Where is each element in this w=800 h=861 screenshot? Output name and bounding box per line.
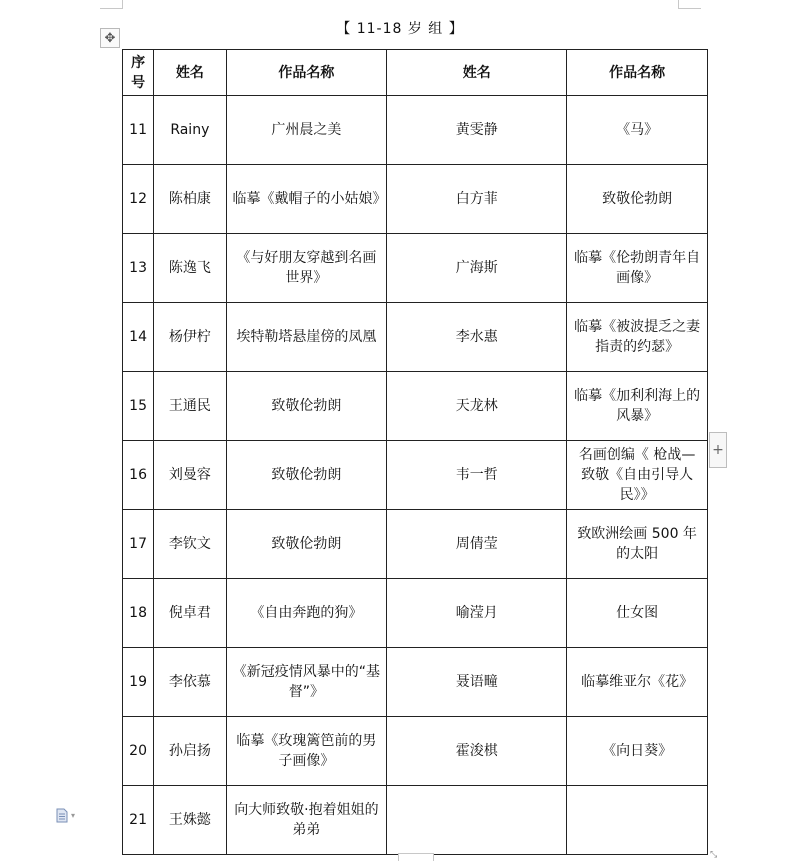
cell-work-title: 《马》 [567, 96, 708, 165]
cell-work-title: 致敬伦勃朗 [567, 165, 708, 234]
cell-work-title: 名画创编《 枪战—致敬《自由引导人民》》 [567, 441, 708, 510]
table-row [123, 303, 708, 372]
cell-name: 霍浚棋 [387, 717, 567, 786]
cell-name: 周倩莹 [387, 510, 567, 579]
cell-work-title: 临摹《被波提乏之妻指责的约瑟》 [567, 303, 708, 372]
cell-work-title: 致敬伦勃朗 [226, 510, 387, 579]
page-title: 【 11-18 岁 组 】 [336, 21, 464, 37]
cell-name: 韦一哲 [387, 441, 567, 510]
chevron-down-icon: ▾ [71, 810, 76, 820]
header-work-title: 作品名称 [226, 50, 387, 96]
cell-work-title [567, 786, 708, 855]
cell-number: 11 [123, 96, 154, 165]
cell-number: 18 [123, 579, 154, 648]
cell-name: 喻滢月 [387, 579, 567, 648]
table-row [123, 510, 708, 579]
cell-work-title: 仕女图 [567, 579, 708, 648]
cell-name: 王姝懿 [154, 786, 226, 855]
cell-name: 孙启扬 [154, 717, 226, 786]
cell-number: 14 [123, 303, 154, 372]
table-row [123, 234, 708, 303]
cell-number: 19 [123, 648, 154, 717]
cell-name: 李水惠 [387, 303, 567, 372]
cell-name: 刘曼容 [154, 441, 226, 510]
cell-number: 12 [123, 165, 154, 234]
cell-number: 13 [123, 234, 154, 303]
cell-work-title: 《自由奔跑的狗》 [226, 579, 387, 648]
cell-work-title: 致敬伦勃朗 [226, 441, 387, 510]
header-work-title: 作品名称 [567, 50, 708, 96]
plus-icon[interactable]: + [709, 432, 727, 468]
document-menu-button[interactable] [56, 807, 82, 823]
cell-work-title: 埃特勒塔悬崖傍的凤凰 [226, 303, 387, 372]
cell-work-title: 临摹《戴帽子的小姑娘》 [226, 165, 387, 234]
cell-number: 15 [123, 372, 154, 441]
cell-work-title: 致欧洲绘画 500 年的太阳 [567, 510, 708, 579]
document-icon [56, 808, 68, 823]
cell-name: Rainy [154, 96, 226, 165]
cell-number: 16 [123, 441, 154, 510]
cell-work-title: 《与好朋友穿越到名画世界》 [226, 234, 387, 303]
cell-name: 李依慕 [154, 648, 226, 717]
cell-number: 17 [123, 510, 154, 579]
cell-work-title: 临摹维亚尔《花》 [567, 648, 708, 717]
page-corner-mark-right [678, 0, 701, 9]
table-row [123, 372, 708, 441]
move-arrows-icon[interactable]: ✥ [100, 28, 120, 48]
table-row [123, 165, 708, 234]
cell-name: 黄雯静 [387, 96, 567, 165]
header-name: 姓名 [154, 50, 226, 96]
resize-handle-icon[interactable]: ⤡ [710, 850, 718, 860]
cell-work-title: 临摹《玫瑰篱笆前的男子画像》 [226, 717, 387, 786]
table-header-row [123, 50, 708, 96]
cell-work-title: 临摹《伦勃朗青年自画像》 [567, 234, 708, 303]
table-row [123, 648, 708, 717]
cell-work-title: 广州晨之美 [226, 96, 387, 165]
cell-work-title: 临摹《加利利海上的风暴》 [567, 372, 708, 441]
cell-name: 李钦文 [154, 510, 226, 579]
table-row [123, 96, 708, 165]
cell-name: 天龙林 [387, 372, 567, 441]
cell-name: 杨伊柠 [154, 303, 226, 372]
cell-work-title: 致敬伦勃朗 [226, 372, 387, 441]
table-row [123, 579, 708, 648]
cell-name: 陈逸飞 [154, 234, 226, 303]
cell-name: 白方菲 [387, 165, 567, 234]
cell-number: 21 [123, 786, 154, 855]
page-corner-mark-left [100, 0, 123, 9]
table-row [123, 786, 708, 855]
cell-work-title: 向大师致敬·抱着姐姐的弟弟 [226, 786, 387, 855]
cell-name: 广海斯 [387, 234, 567, 303]
cell-name [387, 786, 567, 855]
cell-work-title: 《向日葵》 [567, 717, 708, 786]
header-name: 姓名 [387, 50, 567, 96]
participant-table [122, 49, 708, 855]
cell-name: 倪卓君 [154, 579, 226, 648]
table-row [123, 441, 708, 510]
cell-work-title: 《新冠疫情风暴中的“基督”》 [226, 648, 387, 717]
cell-name: 陈柏康 [154, 165, 226, 234]
cell-number: 20 [123, 717, 154, 786]
cell-name: 王通民 [154, 372, 226, 441]
header-number: 序号 [123, 50, 154, 96]
table-row [123, 717, 708, 786]
cell-name: 聂语疃 [387, 648, 567, 717]
